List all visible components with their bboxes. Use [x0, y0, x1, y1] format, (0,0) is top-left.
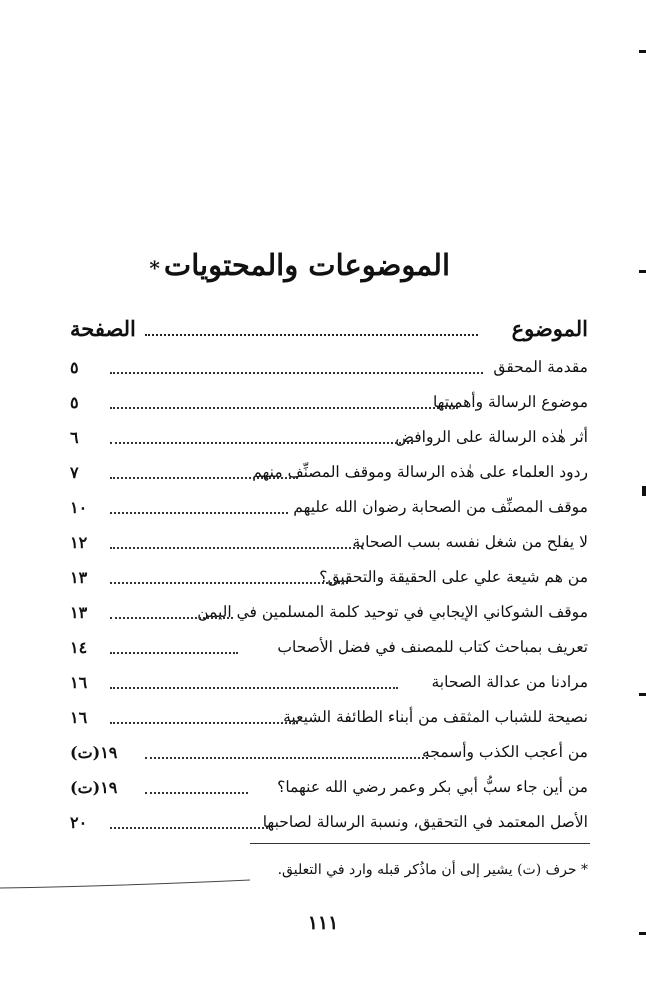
toc-row — [70, 562, 588, 597]
title-text: الموضوعات والمحتويات — [163, 248, 450, 282]
dot-leader — [110, 401, 458, 409]
toc-row — [70, 737, 588, 772]
dot-leader — [110, 681, 398, 689]
dot-leader — [110, 471, 298, 479]
dot-leader — [110, 646, 238, 654]
margin-mark — [642, 486, 646, 496]
toc-topic: ردود العلماء على هٰذه الرسالة وموقف المصنِّف منهم — [252, 463, 588, 481]
toc-topic: موضوع الرسالة وأهميتها — [432, 393, 588, 411]
toc-row — [70, 457, 588, 492]
toc-topic: الأصل المعتمد في التحقيق، ونسبة الرسالة لصاحبها — [262, 813, 588, 831]
margin-mark — [639, 50, 646, 53]
toc-row — [70, 772, 588, 807]
dot-leader — [110, 506, 288, 514]
asterisk-icon: * — [149, 256, 160, 280]
toc-row — [70, 422, 588, 457]
toc-topic: موقف الشوكاني الإيجابي في توحيد كلمة المسلمين في اليمن — [197, 603, 588, 621]
toc-page: ١٢ — [70, 533, 88, 552]
toc-list — [70, 352, 588, 842]
toc-page: ٧ — [70, 463, 79, 482]
toc-topic: نصيحة للشباب المثقف من أبناء الطائفة الشيعية — [283, 708, 588, 726]
scan-stray-line — [0, 878, 250, 892]
toc-page: ١٦ — [70, 708, 88, 727]
toc-topic: مرادنا من عدالة الصحابة — [431, 673, 588, 691]
toc-page: ٥ — [70, 393, 79, 412]
toc-topic: موقف المصنِّف من الصحابة رضوان الله عليهم — [293, 498, 588, 516]
toc-topic: أثر هٰذه الرسالة على الروافض — [395, 428, 588, 446]
toc-page: ٢٠ — [70, 813, 88, 832]
dot-leader — [110, 436, 413, 444]
toc-row — [70, 597, 588, 632]
toc-row — [70, 702, 588, 737]
toc-page: ١٦ — [70, 673, 88, 692]
toc-page: ٥ — [70, 358, 79, 377]
dot-leader — [110, 821, 268, 829]
toc-topic: لا يفلح من شغل نفسه بسب الصحابة — [352, 533, 588, 551]
header-topic: الموضوع — [511, 316, 588, 341]
footnote — [278, 862, 588, 878]
toc-row — [70, 667, 588, 702]
header-page: الصفحة — [70, 316, 136, 341]
page-title — [150, 248, 450, 282]
dot-leader — [145, 324, 478, 336]
toc-topic: من هم شيعة علي على الحقيقة والتحقيق؟ — [319, 568, 588, 586]
dot-leader — [110, 576, 348, 584]
dot-leader — [145, 751, 428, 759]
footnote-divider — [250, 843, 590, 844]
dot-leader — [145, 786, 248, 794]
toc-header — [70, 316, 588, 346]
toc-topic: مقدمة المحقق — [493, 358, 588, 376]
toc-page: ١٣ — [70, 603, 88, 622]
toc-row — [70, 807, 588, 842]
dot-leader — [110, 541, 363, 549]
toc-page: ٦ — [70, 428, 79, 447]
toc-page: ١٩(ت) — [70, 743, 118, 762]
dot-leader — [110, 716, 298, 724]
toc-topic: من أعجب الكذب وأسمجه — [421, 743, 588, 761]
toc-topic: تعريف بمباحث كتاب للمصنف في فضل الأصحاب — [277, 638, 588, 656]
margin-mark — [639, 693, 646, 696]
toc-page: ١٣ — [70, 568, 88, 587]
footnote-text: * حرف (ت) يشير إلى أن ماذُكر قبله وارد في التعليق. — [277, 862, 588, 878]
page-number: ١١١ — [307, 912, 339, 934]
toc-row — [70, 632, 588, 667]
toc-row — [70, 387, 588, 422]
dot-leader — [110, 366, 483, 374]
dot-leader — [110, 611, 233, 619]
toc-row — [70, 527, 588, 562]
toc-row — [70, 492, 588, 527]
toc-row — [70, 352, 588, 387]
toc-topic: من أين جاء سبُّ أبي بكر وعمر رضي الله عنهما؟ — [277, 778, 588, 796]
margin-mark — [639, 270, 646, 273]
toc-page: ١٩(ت) — [70, 778, 118, 797]
toc-page: ١٠ — [70, 498, 88, 517]
toc-page: ١٤ — [70, 638, 88, 657]
